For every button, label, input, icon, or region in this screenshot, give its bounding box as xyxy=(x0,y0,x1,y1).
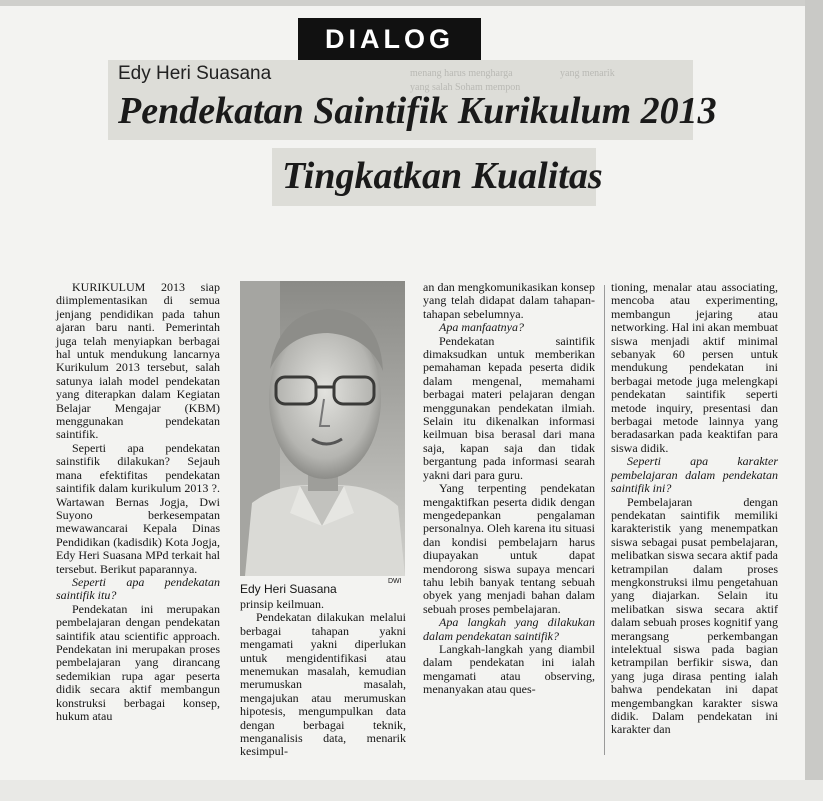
paragraph: KURIKULUM 2013 siap diimplementasikan di semua jenjang pendidikan pada tahun ajaran baru nanti. Pemerintah juga telah menyiapkan berbagai hal untuk mendukung lancarnya Kurikulum 2013 tersebut, salah satunya ialah model pendekatan yang diterapkan dalam Kegiatan Belajar Mengajar (KBM) menggunakan pendekatan saintifik. xyxy=(56,280,220,442)
article-column-3 xyxy=(423,281,595,697)
interview-question: Seperti apa karakter pembelajaran dalam pendekatan saintifik ini? xyxy=(611,454,778,496)
photo-caption: Edy Heri Suasana xyxy=(240,582,337,596)
paragraph: an dan mengkomunikasikan konsep yang telah didapat dalam tahapan-tahapan sebelumnya. xyxy=(423,280,595,321)
paper-right-edge xyxy=(805,0,823,801)
interview-question: Apa manfaatnya? xyxy=(439,320,524,335)
interview-question: Seperti apa pendekatan saintifik itu? xyxy=(56,574,220,603)
paragraph: Seperti apa pendekatan sainstifik dilakukan? Sejauh mana efektifitas pendekatan saintifik dalam kurikulum 2013 ?. Wartawan Bernas Jogja, Dwi Suyono berkesempatan mewawancarai Kepala Dinas Pendidikan (kadisdik) Kota Jogja, Edy Heri Suasana MPd terkait hal tersebut. Berikut paparannya. xyxy=(56,440,220,576)
bleed-through-text: yang menarik xyxy=(560,68,615,79)
bleed-through-text: yang salah Soham mempon xyxy=(410,82,521,93)
paper-bottom-edge xyxy=(0,780,823,801)
section-masthead: DIALOG xyxy=(298,18,481,60)
top-edge xyxy=(0,0,823,6)
column-rule xyxy=(604,285,605,755)
article-column-2 xyxy=(240,598,406,759)
photo-credit: DWI xyxy=(388,578,402,585)
headline-line-1: Pendekatan Saintifik Kurikulum 2013 xyxy=(118,90,717,132)
article-column-1 xyxy=(56,281,220,723)
interview-question: Apa langkah yang dilakukan dalam pendekatan saintifik? xyxy=(423,615,595,643)
paragraph: tioning, menalar atau associating, mencoba atau experimenting, membangun jejaring atau networking. Hal ini akan membuat siswa menjadi aktif minimal sebanyak 60 persen untuk mendukung pendekatan ini berbagai metode juga melengkapi pendekatan saintifik seperti metode inquiry, presentasi dan berbagai metode lainnya yang beradasarkan pada keaktifan para siswa didik. xyxy=(611,280,778,455)
paragraph: Pendekatan dilakukan melalui berbagai tahapan yakni mengamati yakni diperlukan untuk mengidentifikasi atau menemukan masalah, kemudian merumuskan masalah, mengajukan atau merumuskan hipotesis, mengumpulkan data dengan berbagai teknik, menganalisis data, menarik kesimpul- xyxy=(240,610,406,759)
paragraph: Pendekatan ini merupakan pembelajaran dengan pendekatan saintifik atau scientific approach. Pendekatan ini merupakan proses pembelajaran yang dirancang sedemikian rupa agar peserta didik secara aktif membangun konstruksi berbagai konsep, hukum atau xyxy=(56,601,220,723)
paragraph: prinsip keilmuan. xyxy=(240,597,324,611)
headline-line-2: Tingkatkan Kualitas xyxy=(282,155,603,197)
interviewee-name: Edy Heri Suasana xyxy=(118,63,272,84)
bleed-through-text: menang harus mengharga xyxy=(410,68,513,79)
paragraph: Langkah-langkah yang diambil dalam pendekatan ini ialah mengamati atau observing, menanyakan atau ques- xyxy=(423,641,595,697)
article-column-4 xyxy=(611,281,778,737)
paragraph: Yang terpenting pendekatan mengaktifkan peserta didik dengan mengedepankan pengalaman personalnya. Oleh karena itu situasi dan kondisi pembelajarn harus diupayakan untuk dapat mendorong siswa supaya mencari tahu lebih banyak tentang sebuah obyek yang menjadi bahan dalam sebuah proses pembelajaran. xyxy=(423,481,595,616)
portrait-photo xyxy=(240,281,405,576)
paragraph: Pendekatan saintifik dimaksudkan untuk memberikan pemahaman kepada peserta didik dalam mengenal, memahami berbagai materi pelajaran dengan menggunakan pendekatan ilmiah. Selain itu dikenalkan informasi keilmuan bisa berasal dari mana saja, kapan saja dan tidak bergantung pada informasi searah yakni dari para guru. xyxy=(423,333,595,482)
paragraph: Pembelajaran dengan pendekatan saintifik memiliki karakteristik yang menempatkan siswa sebagai pusat pembelajaran, melibatkan siswa secara aktif pada ketrampilan dalam proses mengkonstruksi ilmu pengetahuan yang diajarkan. Selain itu melibatkan siswa secara aktif dalam sebuah proses kognitif yang merangsang perkembangan intelektual siswa pada bagian ketrampilan berfikir siswa, dan yang juga dirasa penting ialah bahwa pendekatan ini dapat mengembangkan karakter siswa didik. Dalam pendekatan ini karakter dan xyxy=(611,494,778,737)
